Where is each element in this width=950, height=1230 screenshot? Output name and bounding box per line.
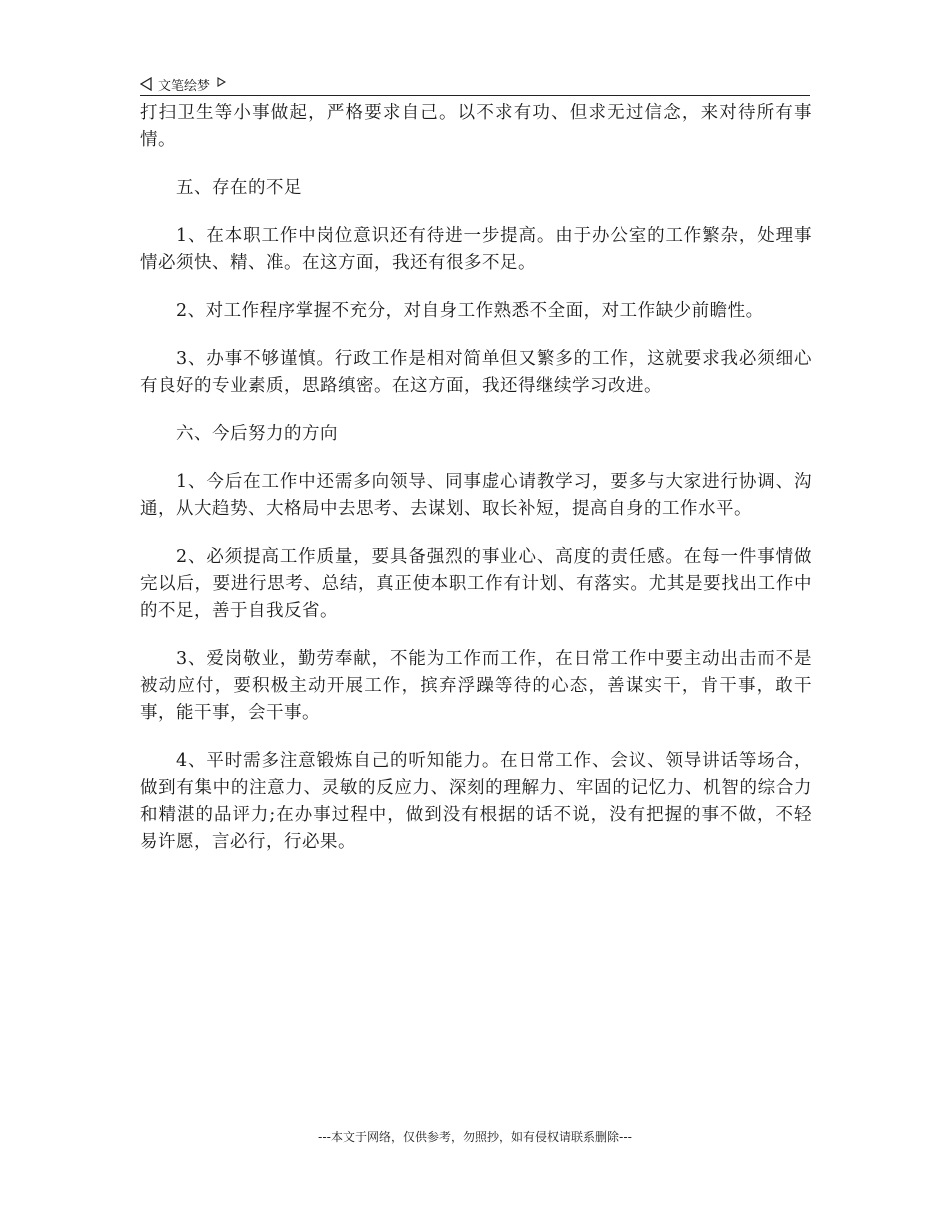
- section-heading: 五、存在的不足: [176, 178, 302, 198]
- paragraph: 1、今后在工作中还需多向领导、同事虚心请教学习，要多与大家进行协调、沟通，从大趋势、大格局中去思考、去谋划、取长补短，提高自身的工作水平。: [140, 472, 812, 519]
- document-body: [140, 100, 812, 877]
- footer-disclaimer: ---本文于网络，仅供参考，勿照抄，如有侵权请联系删除---: [318, 1130, 632, 1144]
- header-title: 文笔绘梦: [158, 78, 211, 94]
- paragraph: 3、办事不够谨慎。行政工作是相对简单但又繁多的工作，这就要求我必须细心有良好的专业素质，思路缜密。在这方面，我还得继续学习改进。: [140, 349, 812, 396]
- paragraph: 打扫卫生等小事做起，严格要求自己。以不求有功、但求无过信念，来对待所有事情。: [140, 103, 812, 150]
- paragraph: 3、爱岗敬业，勤劳奉献，不能为工作而工作，在日常工作中要主动出击而不是被动应付，要积极主动开展工作，摈弃浮躁等待的心态，善谋实干，肯干事，敢干事，能干事，会干事。: [140, 649, 812, 723]
- paragraph: 4、平时需多注意锻炼自己的听知能力。在日常工作、会议、领导讲话等场合，做到有集中的注意力、灵敏的反应力、深刻的理解力、牢固的记忆力、机智的综合力和精湛的品评力;在办事过程中，做到没有根据的话不说，没有把握的事不做，不轻易许愿，言必行，行必果。: [140, 751, 812, 852]
- paragraph: 2、对工作程序掌握不充分，对自身工作熟悉不全面，对工作缺少前瞻性。: [176, 301, 764, 321]
- triangle-left-icon: [140, 77, 152, 91]
- triangle-right-icon: [217, 76, 226, 86]
- section-heading: 六、今后努力的方向: [176, 424, 338, 444]
- paragraph: 1、在本职工作中岗位意识还有待进一步提高。由于办公室的工作繁杂，处理事情必须快、精、准。在这方面，我还有很多不足。: [140, 226, 812, 273]
- paragraph: 2、必须提高工作质量，要具备强烈的事业心、高度的责任感。在每一件事情做完以后，要进行思考、总结，真正使本职工作有计划、有落实。尤其是要找出工作中的不足，善于自我反省。: [140, 547, 812, 621]
- page-header: [140, 73, 810, 96]
